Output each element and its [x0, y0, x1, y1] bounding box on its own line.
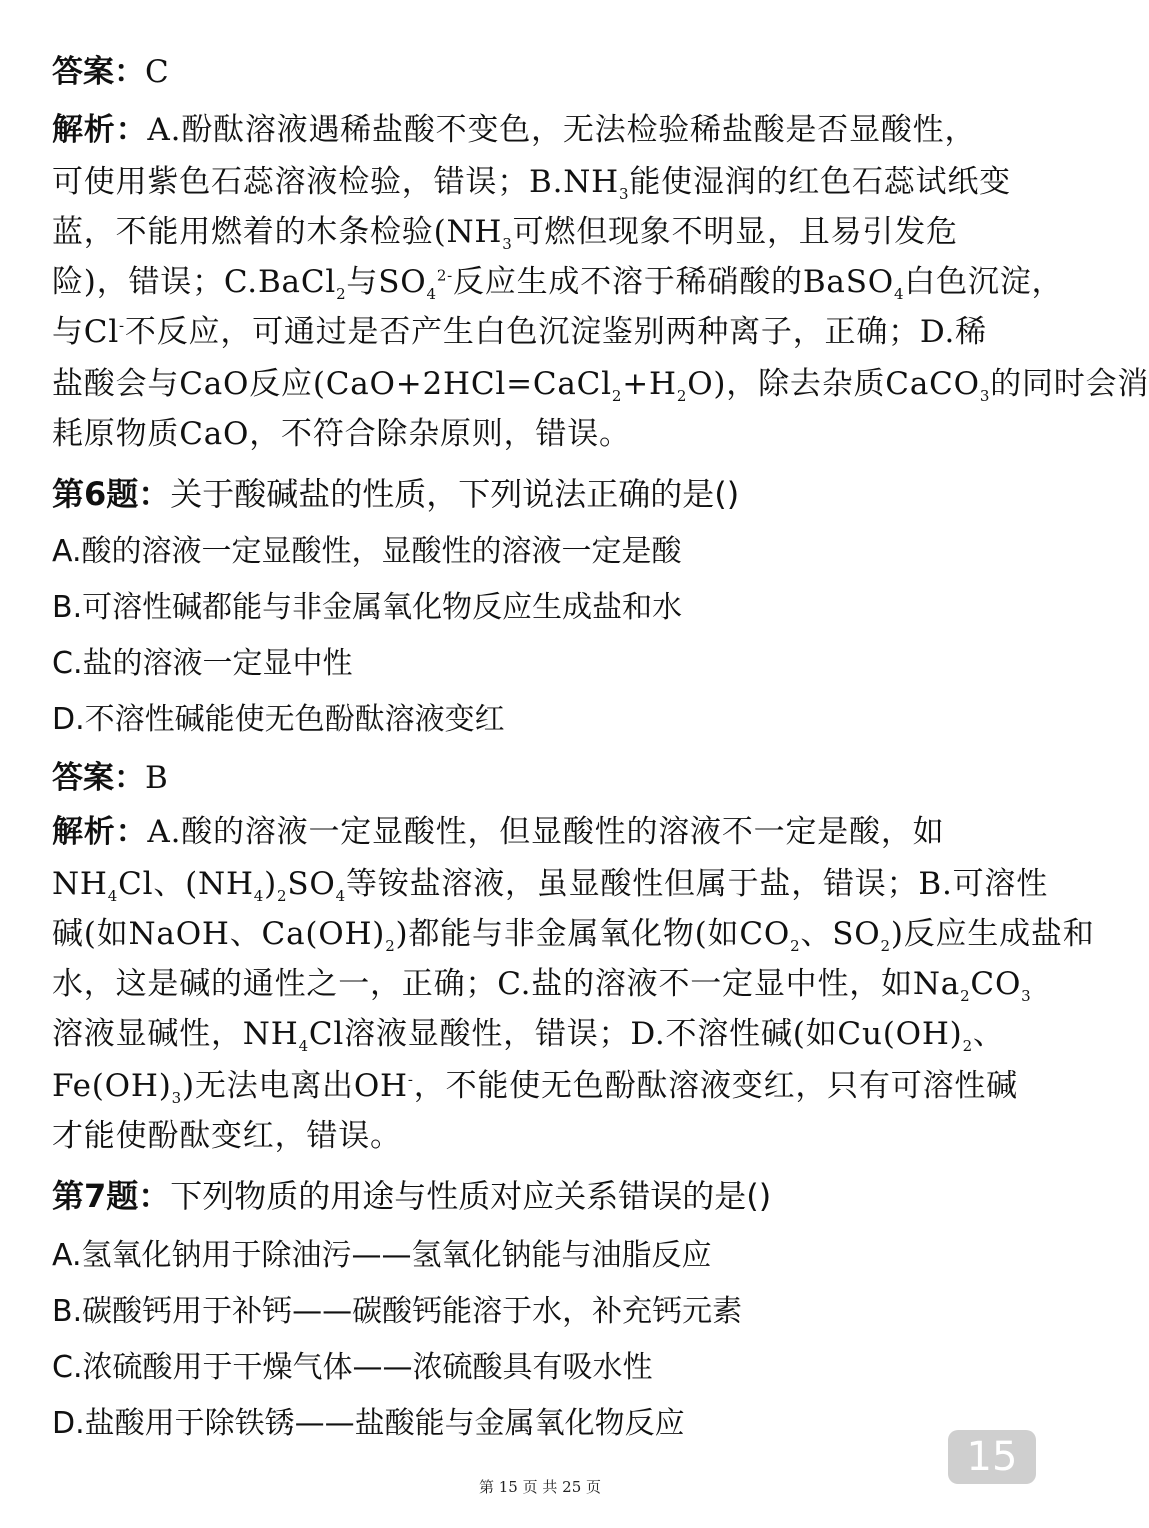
analysis-line-4: 险)，错误；C.BaCl$_2$与$SO_4^{2-}$反应生成不溶于稀硝酸的BaSO$_4$白色沉淀， [52, 264, 1064, 304]
q6-answer-value: B [145, 760, 168, 796]
q6-analysis-line-1: 解析：A.酸的溶液一定显酸性，但显酸性的溶液不一定是酸，如 [52, 814, 945, 850]
answer-value: C [145, 54, 169, 90]
q6-analysis-line-5: 溶液显碱性，$NH_4Cl$溶液显酸性，错误；D.不溶性碱(如$Cu(OH)_2$、 [52, 1016, 1005, 1056]
footer-total-pages: 25 [562, 1478, 582, 1496]
question-7-text: 下列物质的用途与性质对应关系错误的是() [170, 1177, 772, 1215]
question-7-label: 第7题： [52, 1177, 171, 1215]
q6-answer-line [52, 758, 168, 798]
q7-option-c: C.浓硫酸用于干燥气体——浓硫酸具有吸水性 [52, 1350, 653, 1385]
q6-option-d: D.不溶性碱能使无色酚酞溶液变红 [52, 702, 505, 737]
analysis-line-1 [52, 110, 976, 150]
analysis-line-7: 耗原物质CaO，不符合除杂原则，错误。 [52, 416, 631, 452]
q6-analysis-line-2: $NH_4Cl$、$(NH_4)_2SO_4$等铵盐溶液，虽显酸性但属于盐，错误；B.可溶性 [52, 866, 1049, 906]
page-footer: 第 15 页 共 25 页 [478, 1478, 602, 1496]
q7-option-d: D.盐酸用于除铁锈——盐酸能与金属氧化物反应 [52, 1406, 685, 1441]
q6-answer-label: 答案： [52, 760, 145, 796]
question-7-title [52, 1176, 771, 1217]
answer-line [52, 52, 169, 92]
analysis-line-6: 盐酸会与CaO反应$(CaO+2HCl=CaCl_2+H_2O)$，除去杂质CaCO$_3$的同时会消 [52, 366, 1149, 406]
analysis-label: 解析： [52, 112, 148, 148]
q7-option-b: B.碳酸钙用于补钙——碳酸钙能溶于水，补充钙元素 [52, 1294, 743, 1329]
q6-option-c: C.盐的溶液一定显中性 [52, 646, 353, 681]
answer-label: 答案： [52, 54, 145, 90]
q6-analysis-line-3: 碱(如NaOH、$Ca(OH)_2$)都能与非金属氧化物(如$CO_2$、$SO_2$)反应生成盐和 [52, 916, 1095, 956]
q6-option-a: A.酸的溶液一定显酸性，显酸性的溶液一定是酸 [52, 534, 682, 569]
question-6-label: 第6题： [52, 475, 171, 513]
q6-analysis-line-6: $Fe(OH)_3$)无法电离出OH-，不能使无色酚酞溶液变红，只有可溶性碱 [52, 1068, 1018, 1108]
q7-option-a: A.氢氧化钠用于除油污——氢氧化钠能与油脂反应 [52, 1238, 712, 1273]
q6-analysis-label: 解析： [52, 814, 148, 850]
question-6-title [52, 474, 739, 515]
question-6-text: 关于酸碱盐的性质，下列说法正确的是() [170, 475, 740, 513]
q6-analysis-line-7: 才能使酚酞变红，错误。 [52, 1118, 402, 1154]
analysis-text: A.酚酞溶液遇稀盐酸不变色，无法检验稀盐酸是否显酸性， [147, 112, 977, 148]
analysis-line-3: 蓝，不能用燃着的木条检验($NH_3$可燃但现象不明显，且易引发危 [52, 214, 958, 254]
analysis-line-5: 与Cl-不反应，可通过是否产生白色沉淀鉴别两种离子，正确；D.稀 [52, 314, 987, 350]
analysis-line-2: 可使用紫色石蕊溶液检验，错误；$B.NH_3$能使湿润的红色石蕊试纸变 [52, 164, 1011, 204]
q6-analysis-line-4: 水，这是碱的通性之一，正确；C.盐的溶液不一定显中性，如$Na_2CO_3$ [52, 966, 1032, 1006]
q6-option-b: B.可溶性碱都能与非金属氧化物反应生成盐和水 [52, 590, 683, 625]
page-number-badge: 15 [948, 1430, 1036, 1484]
footer-current-page: 15 [498, 1478, 518, 1496]
